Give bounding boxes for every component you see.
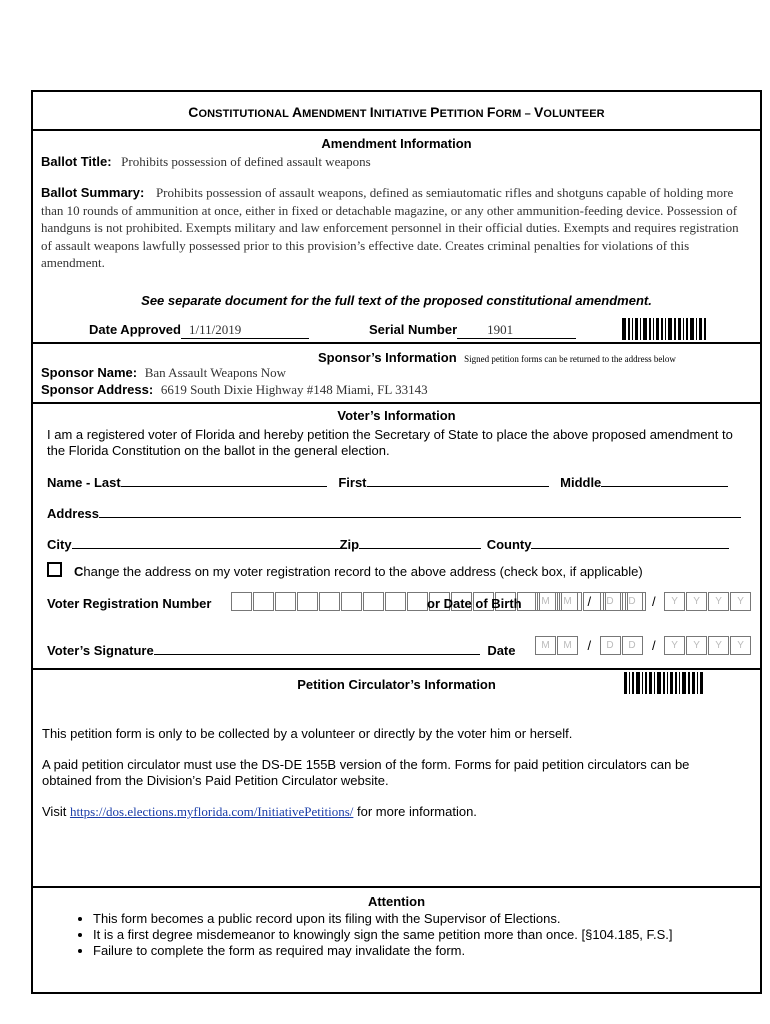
divider <box>31 129 762 131</box>
dob-label: or Date of Birth <box>427 596 522 611</box>
circulator-para-2: A paid petition circulator must use the DS-DE 155B version of the form. Forms for paid petition circulators can be obtained from the Division’s Paid Petition Circulator website. <box>42 757 690 788</box>
list-item: • This form becomes a public record upon its filing with the Supervisor of Elections. <box>93 911 762 927</box>
list-item: • Failure to complete the form as required may invalidate the form. <box>93 943 762 959</box>
city-field[interactable] <box>72 548 340 549</box>
dob-field[interactable]: M M / D D / Y Y Y Y <box>535 592 752 611</box>
sponsor-name: Sponsor Name: Ban Assault Weapons Now <box>41 365 287 380</box>
first-name-field[interactable] <box>367 486 549 487</box>
circulator-para-1: This petition form is only to be collected by a volunteer or directly by the voter him or herself. <box>42 726 573 741</box>
ballot-summary: Ballot Summary: Prohibits possession of assault weapons, defined as semiautomatic rifles and shotguns capable of holding more than 10 rounds of ammunition at once, either in fixed or detachable magazine, or any other ammunition-feeding device. Possession of handguns is not prohibited. Exempts military and law enforcement personnel in their official duties. Exempts and requires registration of assault weapons lawfully possessed prior to this provision’s effective date. Creates criminal penalties for violations of this amendment. <box>41 185 739 270</box>
barcode-icon <box>624 672 705 694</box>
sponsor-address: Sponsor Address: 6619 South Dixie Highway #148 Miami, FL 33143 <box>41 382 428 397</box>
divider <box>31 886 762 888</box>
change-address-checkbox[interactable] <box>47 562 62 577</box>
zip-field[interactable] <box>359 548 481 549</box>
list-item: • It is a first degree misdemeanor to knowingly sign the same petition more than once. [§104.185, F.S.] <box>93 927 762 943</box>
reg-number-label: Voter Registration Number <box>47 596 212 611</box>
amendment-heading: Amendment Information <box>321 136 472 151</box>
signature-field[interactable] <box>154 654 480 655</box>
middle-name-field[interactable] <box>601 486 728 487</box>
circulator-heading: Petition Circulator’s Information <box>297 677 496 692</box>
initiative-petitions-link[interactable]: https://dos.elections.myflorida.com/InitiativePetitions/ <box>69 804 354 819</box>
change-address-label: Change the address on my voter registration record to the above address (check box, if applicable) <box>74 564 643 579</box>
county-field[interactable] <box>531 548 729 549</box>
date-approved: Date Approved 1/11/2019 <box>89 322 309 339</box>
signature-date-field[interactable]: M M / D D / Y Y Y Y <box>535 636 752 655</box>
voter-statement: I am a registered voter of Florida and hereby petition the Secretary of State to place the above proposed amendment to the Florida Constitution on the ballot in the general election. <box>47 427 733 458</box>
ballot-title: Ballot Title: Prohibits possession of defined assault weapons <box>41 154 371 169</box>
sponsor-heading: Sponsor’s Information Signed petition forms can be returned to the address below <box>318 350 676 365</box>
address-field[interactable] <box>99 517 741 518</box>
signature-row: Voter’s Signature Date <box>47 643 516 658</box>
divider <box>31 402 762 404</box>
city-row: City Zip County <box>47 537 729 552</box>
barcode-icon <box>622 318 708 340</box>
divider <box>31 668 762 670</box>
form-title: CONSTITUTIONAL AMENDMENT INITIATIVE PETITION FORM – VOLUNTEER <box>188 104 605 120</box>
name-row: Name - Last First Middle <box>47 475 728 490</box>
full-text-note: See separate document for the full text of the proposed constitutional amendment. <box>141 293 652 308</box>
attention-list <box>31 911 762 959</box>
divider <box>31 342 762 344</box>
attention-heading: Attention <box>367 894 426 909</box>
address-row: Address <box>47 506 741 521</box>
last-name-field[interactable] <box>121 486 327 487</box>
serial-number: Serial Number 1901 <box>369 322 576 339</box>
voter-heading: Voter’s Information <box>337 408 456 423</box>
visit-line: Visit https://dos.elections.myflorida.com/InitiativePetitions/ for more information. <box>42 804 477 819</box>
